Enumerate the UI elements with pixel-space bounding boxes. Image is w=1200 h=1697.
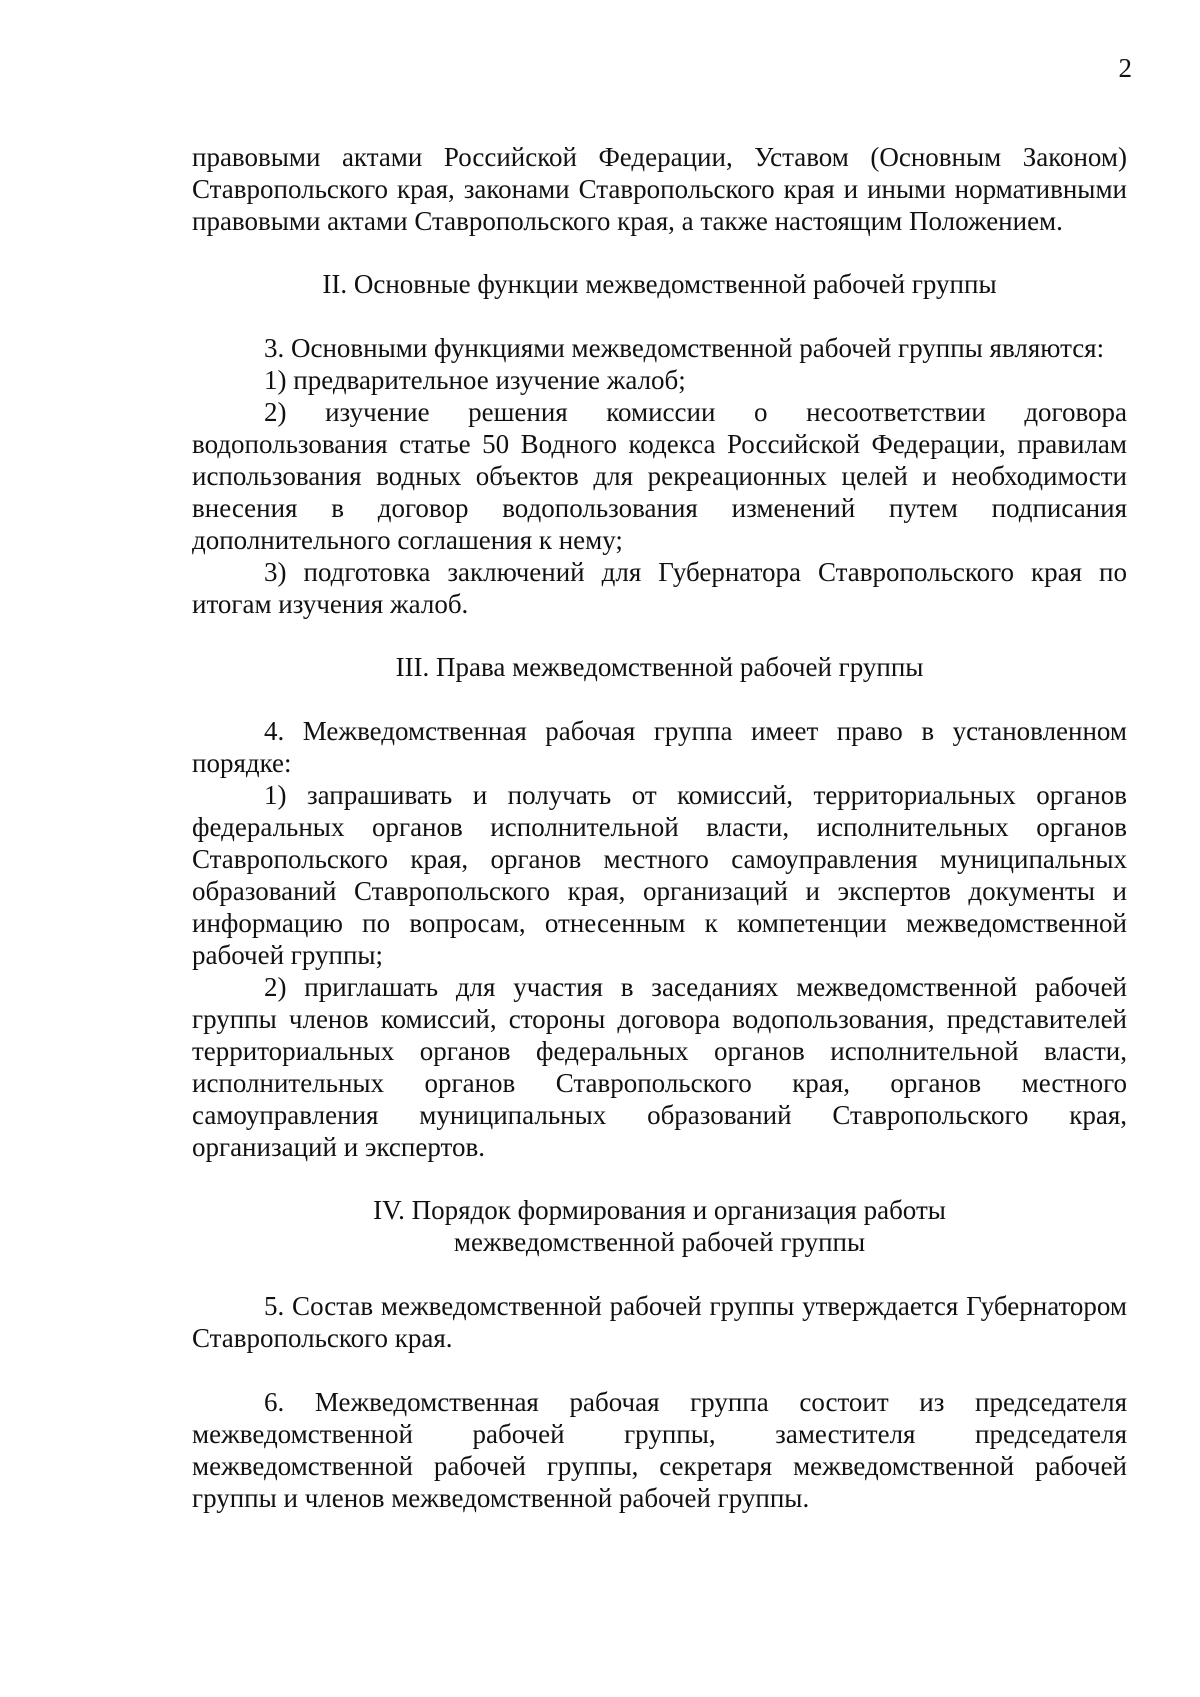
paragraph-5: 5. Состав межведомственной рабочей группы утверждается Губернатором Ставропольского края.: [192, 1291, 1127, 1353]
paragraph-4-item-2: 2) приглашать для участия в заседаниях межведомственной рабочей группы членов комиссий, стороны договора водопользования, представителей территориальных органов федеральных органов исполнительной власти, исполнительных органов Ставропольского края, органов местного самоуправления муниципальных образований Ставропольского края, организаций и экспертов.: [192, 972, 1127, 1162]
section-3-heading: III. Права межведомственной рабочей группы: [395, 652, 924, 682]
paragraph-3-item-1: 1) предварительное изучение жалоб;: [264, 365, 686, 395]
section-4-heading-line-1: IV. Порядок формирования и организация работы: [373, 1195, 946, 1225]
document-body: [192, 141, 1127, 1514]
continuation-paragraph: правовыми актами Российской Федерации, Уставом (Основным Законом) Ставропольского края, законами Ставропольского края и иными нормативными правовыми актами Ставропольского края, а также настоящим Положением.: [192, 142, 1127, 236]
paragraph-3-item-3: 3) подготовка заключений для Губернатора Ставропольского края по итогам изучения жалоб.: [192, 557, 1127, 619]
paragraph-6: 6. Межведомственная рабочая группа состоит из председателя межведомственной рабочей группы, заместителя председателя межведомственной рабочей группы, секретаря межведомственной рабочей группы и членов межведомственной рабочей группы.: [192, 1387, 1127, 1513]
page-number: 2: [1118, 53, 1132, 83]
paragraph-4-item-1: 1) запрашивать и получать от комиссий, территориальных органов федеральных органов исполнительной власти, исполнительных органов Ставропольского края, органов местного самоуправления муниципальных образований Ставропольского края, организаций и экспертов документы и информацию по вопросам, отнесенным к компетенции межведомственной рабочей группы;: [192, 780, 1127, 970]
paragraph-4: 4. Межведомственная рабочая группа имеет право в установленном порядке:: [192, 716, 1127, 778]
paragraph-3: 3. Основными функциями межведомственной рабочей группы являются:: [264, 333, 1105, 363]
section-4-heading: [192, 1194, 1127, 1258]
paragraph-3-item-2: 2) изучение решения комиссии о несоответствии договора водопользования статье 50 Водного кодекса Российской Федерации, правилам использования водных объектов для рекреационных целей и необходимости внесения в договор водопользования изменений путем подписания дополнительного соглашения к нему;: [192, 397, 1127, 555]
section-4-heading-line-2: межведомственной рабочей группы: [453, 1227, 866, 1257]
section-2-heading: II. Основные функции межведомственной рабочей группы: [322, 269, 997, 299]
